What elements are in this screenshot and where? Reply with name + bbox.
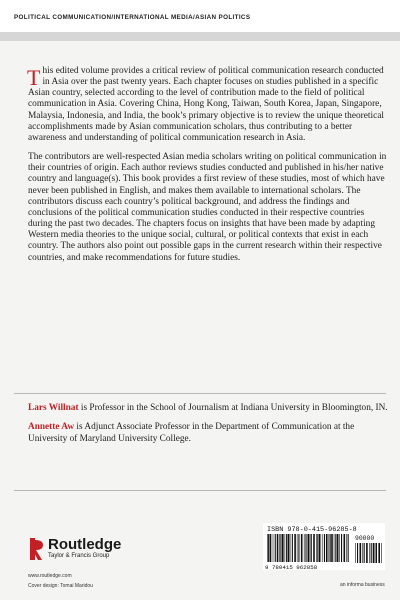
author-bio: [28, 403, 390, 414]
description-paragraph-2: The contributors are well-respected Asian media scholars writing on political communication in their countries of origin. Each author reviews studies conducted and published in his/her native country and language(s). This book provides a first review of these studies, most of which have never been published in English, and makes them available to international scholars. The contributors discuss each country’s political background, and address the findings and conclusions of the political communication studies conducted in their respective countries during the past two decades. The chapters focus on insights that have been made by adapting Western media theories to the unique social, cultural, or political contexts that exist in each country. The authors also point out possible gaps in the current research within their respective countries, and make recommendations for future studies.: [28, 152, 387, 263]
series-subject-line: POLITICAL COMMUNICATION/INTERNATIONAL MEDIA/ASIAN POLITICS: [14, 14, 251, 21]
price-code: 90000: [355, 535, 375, 542]
price-barcode-icon: [355, 543, 383, 563]
book-description: [28, 66, 388, 272]
footer-divider: [14, 490, 386, 491]
description-paragraph-1: [28, 66, 388, 144]
isbn-number: ISBN 978-0-415-96285-8: [267, 526, 357, 534]
section-divider: [14, 393, 386, 394]
header-band: [0, 0, 400, 32]
drop-cap: T: [27, 65, 41, 90]
author-name: Annette Aw: [28, 422, 75, 433]
author-name: Lars Willnat: [28, 403, 79, 413]
grey-band: [0, 32, 400, 41]
informa-tagline: an informa business: [340, 582, 385, 588]
author-bio: [28, 422, 390, 445]
publisher-name: Routledge: [48, 536, 122, 553]
routledge-logo-icon: [28, 538, 44, 560]
author-bio-text: is Adjunct Associate Professor in the Department of Communication at the University of Maryland University College.: [28, 422, 355, 444]
description-text-1: his edited volume provides a critical review of political communication research conducted in Asia over the past twenty years. Each chapter focuses on studies published in a specific Asian country, selected according to the level of contribution made to the field of political communication in Asia. Covering China, Hong Kong, Taiwan, South Korea, Japan, Singapore, Malaysia, Indonesia, and India, the book’s primary objective is to review the unique theoretical accomplishments made by Asian communication scholars, thus contributing to a better awareness and understanding of political communication research in Asia.: [28, 66, 384, 143]
barcode-digits: 9 780415 962858: [265, 564, 318, 571]
publisher-group: Taylor & Francis Group: [48, 553, 110, 559]
author-bios: [28, 403, 390, 453]
publisher-url: www.routledge.com: [28, 573, 72, 579]
cover-design-credit: Cover design: Tomai Maridou: [28, 583, 93, 589]
barcode-icon: [267, 534, 349, 562]
author-bio-text: is Professor in the School of Journalism at Indiana University in Bloomington, IN.: [78, 403, 388, 413]
